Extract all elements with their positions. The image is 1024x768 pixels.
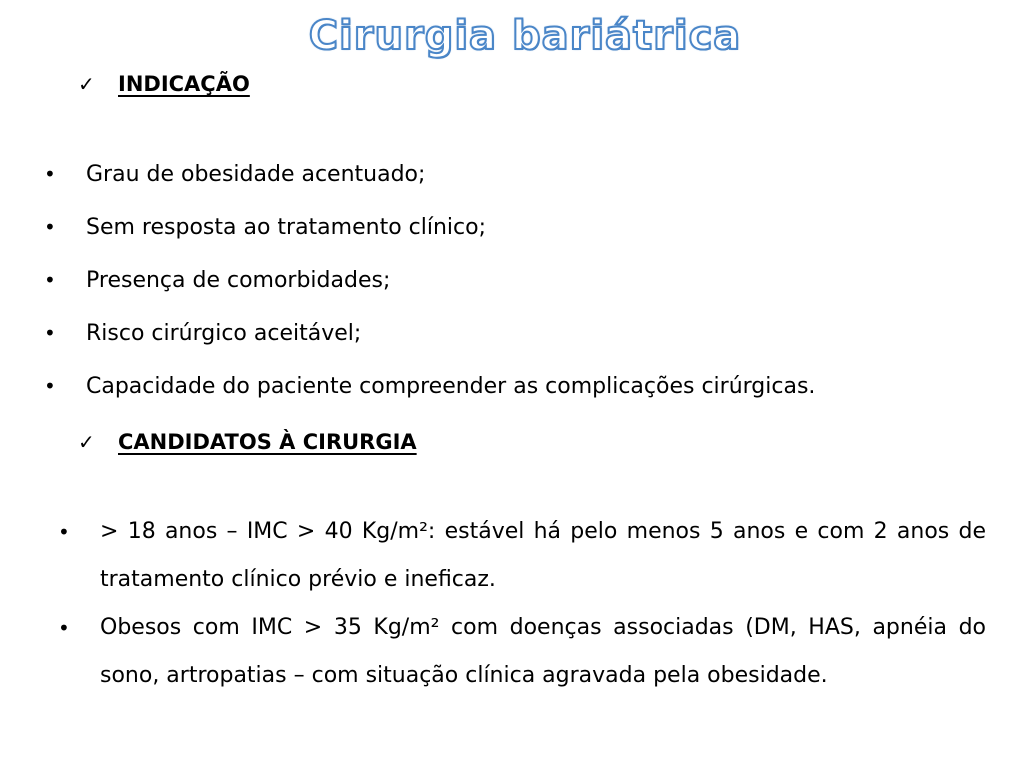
list-item — [44, 307, 1004, 360]
list-item-text: > 18 anos – IMC > 40 Kg/m²: estável há pelo menos 5 anos e com 2 anos de tratamento clínico prévio e ineficaz. — [100, 519, 986, 592]
section-heading-label: CANDIDATOS À CIRURGIA — [118, 430, 417, 454]
bullet-icon: • — [44, 215, 56, 239]
indicacao-list — [44, 148, 1004, 413]
slide-title: Cirurgia bariátrica — [308, 13, 742, 59]
list-item — [44, 254, 1004, 307]
section-heading-label: INDICAÇÃO — [118, 72, 250, 96]
checkmark-icon: ✓ — [78, 430, 95, 454]
candidatos-list — [58, 508, 986, 700]
bullet-icon: • — [44, 374, 56, 398]
list-item — [44, 201, 1004, 254]
bullet-icon: • — [58, 616, 70, 640]
list-item — [44, 148, 1004, 201]
bullet-icon: • — [58, 520, 70, 544]
list-item — [58, 508, 986, 604]
list-item-text: Capacidade do paciente compreender as complicações cirúrgicas. — [86, 374, 816, 399]
section-heading-candidatos — [78, 428, 417, 456]
list-item — [44, 360, 1004, 413]
list-item-text: Sem resposta ao tratamento clínico; — [86, 215, 486, 240]
list-item-text: Risco cirúrgico aceitável; — [86, 321, 362, 346]
list-item-text: Obesos com IMC > 35 Kg/m² com doenças associadas (DM, HAS, apnéia do sono, artropatias – com situação clínica agravada pela obesidade. — [100, 615, 986, 688]
list-item — [58, 604, 986, 700]
bullet-icon: • — [44, 321, 56, 345]
bullet-icon: • — [44, 162, 56, 186]
checkmark-icon: ✓ — [78, 72, 95, 96]
list-item-text: Grau de obesidade acentuado; — [86, 162, 426, 187]
bullet-icon: • — [44, 268, 56, 292]
list-item-text: Presença de comorbidades; — [86, 268, 391, 293]
section-heading-indicacao — [78, 70, 250, 98]
